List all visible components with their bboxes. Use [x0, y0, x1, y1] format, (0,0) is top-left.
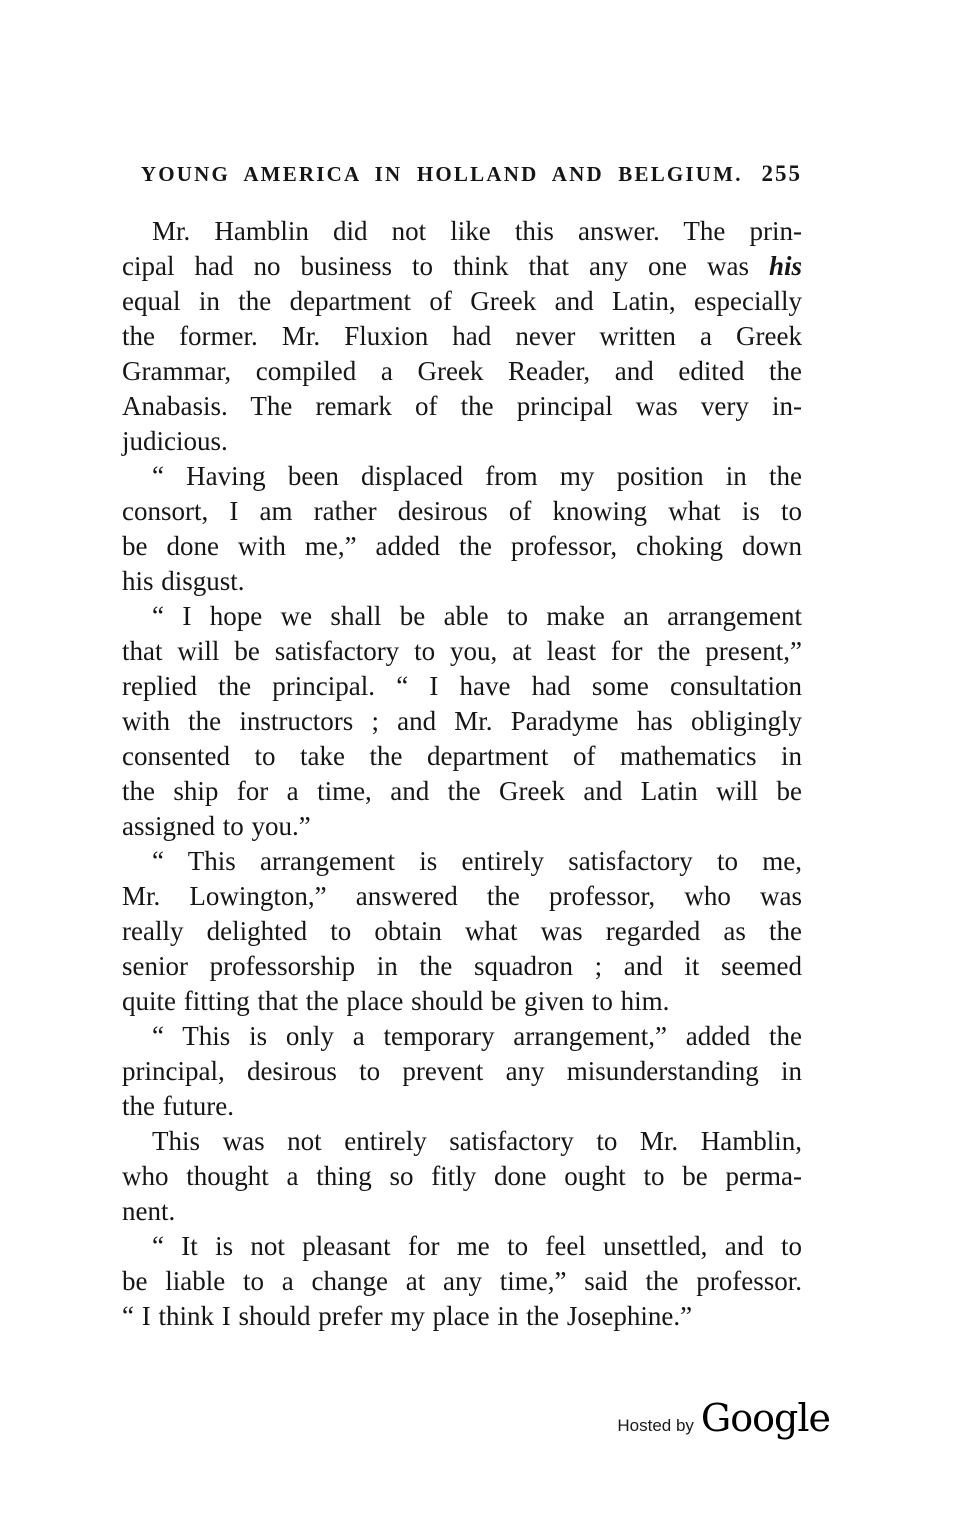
text-line: principal, desirous to prevent any misunderstanding in: [122, 1056, 802, 1086]
text-line: that will be satisfactory to you, at least for the present,”: [122, 636, 802, 666]
text-line: This was not entirely satisfactory to Mr. Hamblin,: [152, 1126, 802, 1156]
text-line: who thought a thing so fitly done ought to be perma-: [122, 1161, 802, 1191]
text-line: Mr. Lowington,” answered the professor, who was: [122, 881, 802, 911]
text-line: consort, I am rather desirous of knowing what is to: [122, 496, 802, 526]
text-line: the former. Mr. Fluxion had never written a Greek: [122, 321, 802, 351]
text-line: cipal had no business to think that any one was his: [122, 251, 802, 281]
text-line: assigned to you.”: [122, 811, 311, 841]
text-line: equal in the department of Greek and Latin, especially: [122, 286, 802, 316]
text-line: “ This is only a temporary arrangement,” added the: [152, 1021, 802, 1051]
text-line: be liable to a change at any time,” said the professor.: [122, 1266, 802, 1296]
running-head: [122, 161, 802, 187]
text-line: “ I think I should prefer my place in the Josephine.”: [122, 1301, 693, 1331]
text-line: with the instructors ; and Mr. Paradyme has obligingly: [122, 706, 802, 736]
body-text: [122, 214, 802, 1334]
text-line: consented to take the department of mathematics in: [122, 741, 802, 771]
text-line: the ship for a time, and the Greek and Latin will be: [122, 776, 802, 806]
hosted-by-label: Hosted by: [617, 1416, 694, 1435]
page-number: 255: [761, 161, 802, 186]
text-line: Grammar, compiled a Greek Reader, and edited the: [122, 356, 802, 386]
text-line: “ I hope we shall be able to make an arrangement: [152, 601, 802, 631]
text-line: really delighted to obtain what was regarded as the: [122, 916, 802, 946]
text-line: judicious.: [122, 426, 228, 456]
google-logo: Google: [700, 1396, 830, 1440]
text-line: nent.: [122, 1196, 176, 1226]
text-line: his disgust.: [122, 566, 245, 596]
text-line: quite fitting that the place should be given to him.: [122, 986, 670, 1016]
text-line: be done with me,” added the professor, choking down: [122, 531, 802, 561]
text-line: Mr. Hamblin did not like this answer. The prin-: [152, 216, 802, 246]
text-line: Anabasis. The remark of the principal was very in-: [122, 391, 802, 421]
text-line: the future.: [122, 1091, 234, 1121]
text-line: senior professorship in the squadron ; and it seemed: [122, 951, 802, 981]
hosted-by-watermark: [617, 1396, 830, 1440]
text-line: “ Having been displaced from my position in the: [152, 461, 802, 491]
text-line: “ It is not pleasant for me to feel unsettled, and to: [152, 1231, 802, 1261]
text-line: “ This arrangement is entirely satisfactory to me,: [152, 846, 802, 876]
text-line: replied the principal. “ I have had some consultation: [122, 671, 802, 701]
chapter-title: YOUNG AMERICA IN HOLLAND AND BELGIUM.: [140, 162, 743, 186]
